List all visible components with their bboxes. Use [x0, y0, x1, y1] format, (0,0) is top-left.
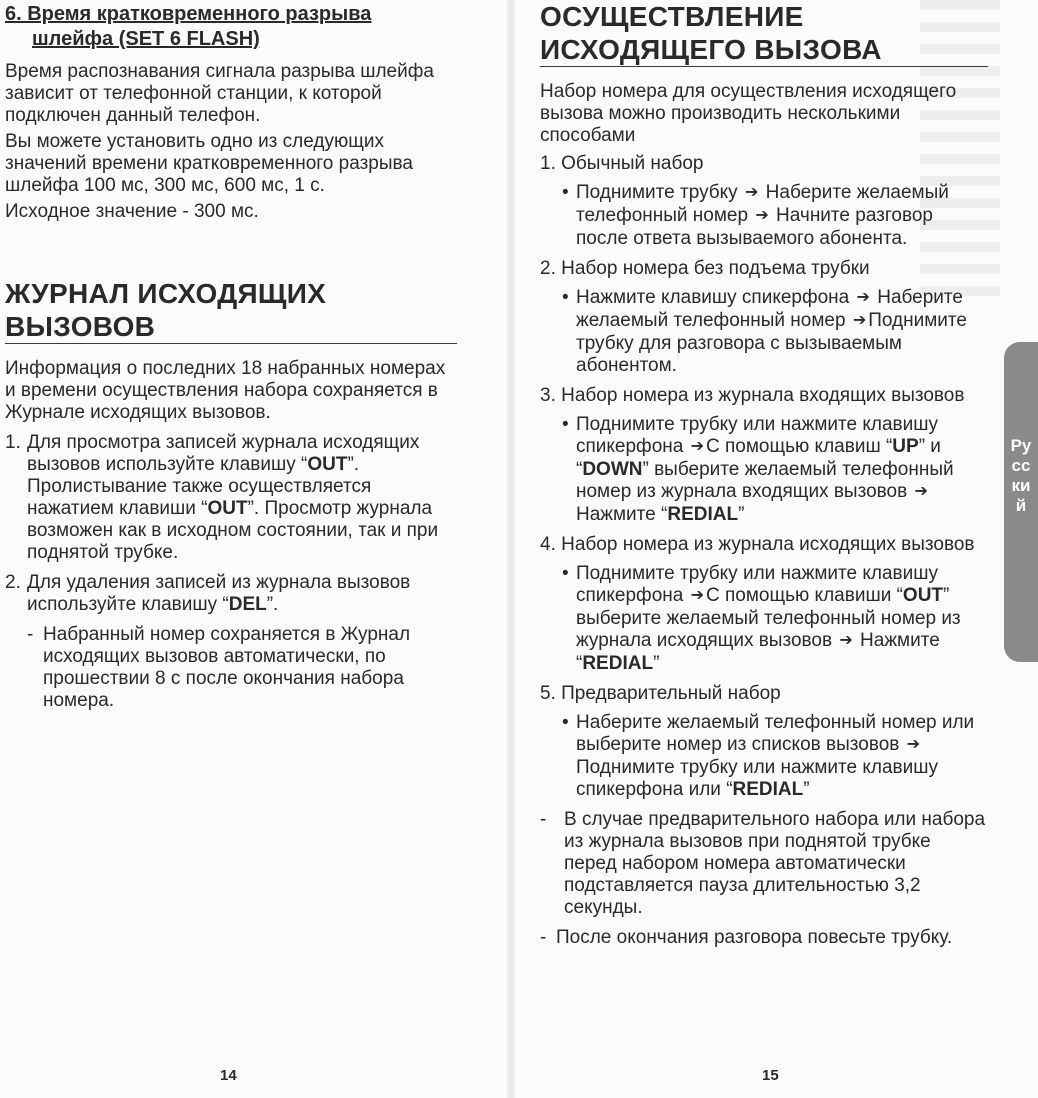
method-4-bullet: • — [562, 563, 569, 584]
section6-para2: Вы можете установить одно из следующих значений времени кратковременного разрыва шлейфа 100 мс, 300 мс, 600 мс, 1 с. — [5, 131, 413, 196]
method-3-heading: 3. Набор номера из журнала входящих вызовов — [540, 385, 965, 406]
method-3-c2: ” — [738, 504, 745, 525]
section6-title-line1: 6. Время кратковременного разрыва — [5, 3, 372, 25]
method-3-b1: С помощью клавиш “ — [706, 436, 893, 457]
method-3-a: Поднимите трубку или нажмите клавишу спикерфона — [576, 414, 938, 457]
journal-item-2-num: 2. — [5, 572, 21, 593]
left-column — [5, 0, 457, 720]
journal-note — [5, 624, 457, 712]
arrow-icon: ➔ — [839, 632, 853, 649]
method-1-a: Поднимите трубку — [576, 182, 738, 203]
section6-title-line2: шлейфа (SET 6 FLASH) — [32, 28, 260, 50]
method-5-a: Наберите желаемый телефонный номер или выберите номер из списков вызовов — [576, 712, 975, 755]
method-3-bullet: • — [562, 414, 569, 435]
left-page — [0, 0, 505, 1098]
method-3-step — [540, 414, 988, 526]
journal-item-2-t1: Для удаления записей из журнала вызовов используйте клавишу “ — [27, 572, 411, 615]
method-1-step — [540, 182, 988, 250]
arrow-icon: ➔ — [856, 289, 870, 306]
journal-title-line2: ВЫЗОВОВ — [5, 311, 156, 342]
method-4-b2: ” выберите желаемый телефонный номер из журнала исходящих вызовов — [576, 585, 961, 651]
journal-note-mark: - — [27, 624, 34, 645]
language-tab-label: Русский — [1010, 436, 1032, 515]
journal-item-1-t2: ”. Пролистывание также осуществляется нажатием клавиши “ — [27, 454, 372, 519]
outgoing-call-title-line1: ОСУЩЕСТВЛЕНИЕ — [540, 1, 804, 32]
method-4-b1: С помощью клавиши “ — [706, 585, 903, 606]
method-2-step — [540, 287, 988, 377]
journal-item-1 — [5, 432, 457, 564]
arrow-icon: ➔ — [906, 736, 921, 753]
arrow-icon: ➔ — [914, 483, 928, 500]
method-1-b: Наберите желаемый телефонный номер — [576, 182, 949, 226]
right-column — [540, 0, 988, 957]
method-4-a: Поднимите трубку или нажмите клавишу спикерфона — [576, 563, 938, 606]
outgoing-intro: Набор номера для осуществления исходящего вызова можно производить несколькими способами — [540, 81, 957, 146]
method-1-c: Начните разговор после ответа вызываемого абонента. — [576, 205, 933, 249]
method-5-bullet: • — [562, 712, 569, 733]
language-tab — [1004, 342, 1038, 662]
section6-para3: Исходное значение - 300 мс. — [5, 201, 259, 222]
method-2-bullet: • — [562, 287, 569, 308]
arrow-icon: ➔ — [744, 184, 759, 201]
right-page — [518, 0, 1038, 1098]
method-2-c: Поднимите трубку для разговора с вызываемым абонентом. — [576, 310, 967, 376]
arrow-icon: ➔ — [690, 438, 705, 455]
method-5-heading: 5. Предварительный набор — [540, 683, 781, 704]
page-number-left: 14 — [220, 1067, 237, 1084]
outgoing-call-title — [540, 0, 988, 66]
journal-title-line1: ЖУРНАЛ ИСХОДЯЩИХ — [5, 278, 327, 309]
note-hangup-mark: - — [540, 927, 547, 948]
method-5-b1: Поднимите трубку или нажмите клавишу спикерфона или “ — [576, 757, 938, 800]
note-pause-mark: - — [540, 809, 547, 830]
redial-key-label-3: REDIAL — [732, 779, 804, 800]
note-pause — [540, 809, 988, 919]
method-3-c1: Нажмите “ — [576, 504, 668, 525]
out-key-label-3: OUT — [902, 585, 944, 606]
journal-item-1-text — [5, 432, 457, 564]
arrow-icon: ➔ — [755, 207, 769, 224]
arrow-icon: ➔ — [852, 312, 867, 329]
method-4-c2: ” — [653, 653, 660, 674]
out-key-label: OUT — [307, 454, 348, 475]
journal-rule — [5, 343, 457, 344]
book-gutter — [507, 0, 515, 1098]
method-3-b3: ” выберите желаемый телефонный номер из журнала входящих вызовов — [576, 459, 954, 502]
journal-title — [5, 277, 457, 343]
journal-item-2-t2: ”. — [266, 594, 279, 615]
up-key-label: UP — [892, 436, 919, 457]
journal-item-1-num: 1. — [5, 432, 21, 453]
arrow-icon: ➔ — [690, 587, 705, 604]
method-4-heading: 4. Набор номера из журнала исходящих вызовов — [540, 534, 975, 555]
note-hangup-text: После окончания разговора повесьте трубку. — [556, 927, 953, 948]
journal-intro: Информация о последних 18 набранных номерах и времени осуществления набора сохраняется в Журнале исходящих вызовов. — [5, 358, 446, 423]
journal-item-1-t3: ”. Просмотр журнала возможен как в исходном состоянии, так и при поднятой трубке. — [27, 498, 439, 563]
out-key-label-2: OUT — [207, 498, 248, 519]
method-1-bullet: • — [562, 182, 569, 203]
note-hangup — [540, 927, 988, 949]
page-number-right: 15 — [762, 1067, 779, 1084]
method-2-b: Наберите желаемый телефонный номер — [576, 287, 963, 331]
method-2-a: Нажмите клавишу спикерфона — [576, 287, 850, 308]
down-key-label: DOWN — [582, 459, 643, 480]
method-5-b2: ” — [803, 779, 810, 800]
method-4-c1: Нажмите “ — [576, 630, 940, 674]
outgoing-call-rule — [540, 66, 988, 67]
method-2-heading: 2. Набор номера без подъема трубки — [540, 258, 870, 279]
redial-key-label: REDIAL — [667, 504, 739, 525]
method-1-heading: 1. Обычный набор — [540, 153, 704, 174]
del-key-label: DEL — [228, 594, 267, 615]
method-5-step — [540, 712, 988, 801]
journal-item-2-text — [5, 572, 457, 616]
journal-note-text: Набранный номер сохраняется в Журнал исходящих вызовов автоматически, по прошествии 8 с после окончания набора номера. — [43, 624, 411, 711]
journal-item-1-t1: Для просмотра записей журнала исходящих вызовов используйте клавишу “ — [27, 432, 420, 475]
section6-para1: Время распознавания сигнала разрыва шлейфа зависит от телефонной станции, к которой подключен данный телефон. — [5, 61, 434, 126]
section6-title — [5, 0, 457, 52]
method-4-step — [540, 563, 988, 675]
redial-key-label-2: REDIAL — [582, 653, 654, 674]
journal-item-2 — [5, 572, 457, 616]
outgoing-call-title-line2: ИСХОДЯЩЕГО ВЫЗОВА — [540, 34, 882, 65]
note-pause-text: В случае предварительного набора или набора из журнала вызовов при поднятой трубке перед набором номера автоматически подставляется пауза длительностью 3,2 секунды. — [564, 809, 986, 918]
method-3-b2: ” и “ — [576, 436, 941, 480]
